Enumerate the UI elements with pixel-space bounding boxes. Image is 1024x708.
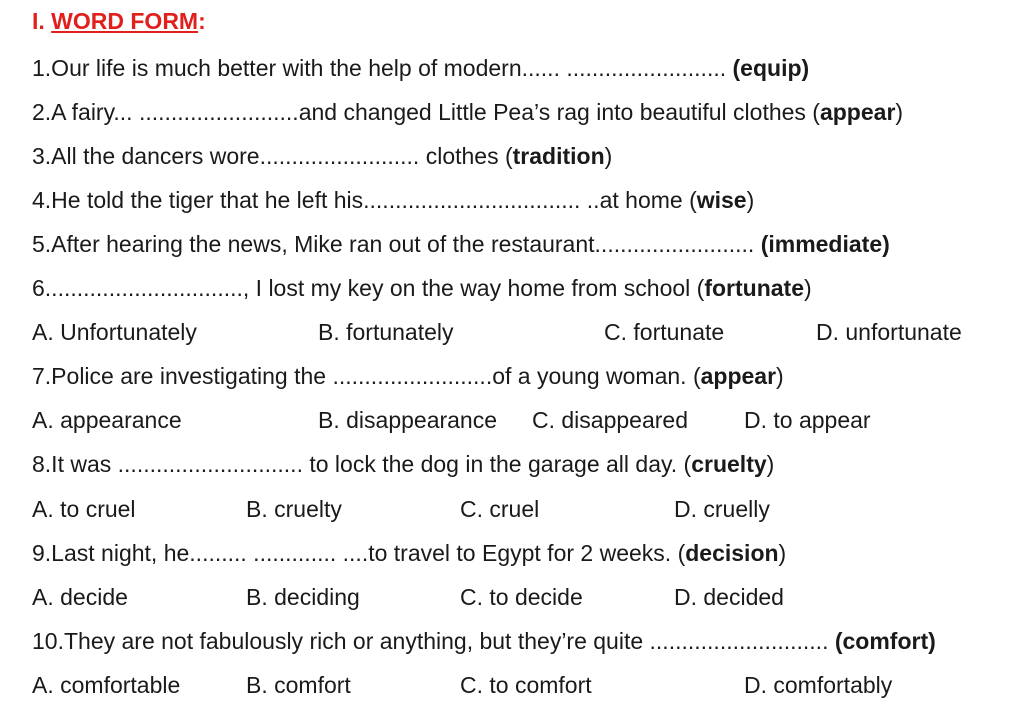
question-6 <box>32 273 812 303</box>
section-title-label: WORD FORM <box>51 8 199 34</box>
question-text-end: ) <box>895 99 904 125</box>
question-keyword: (equip) <box>732 55 810 81</box>
option-a[interactable]: A. to cruel <box>32 496 136 522</box>
option-b[interactable]: B. fortunately <box>318 319 454 345</box>
option-b[interactable]: B. disappearance <box>318 407 498 433</box>
section-title <box>32 6 206 36</box>
question-3 <box>32 141 612 171</box>
option-c[interactable]: C. to decide <box>460 584 583 610</box>
question-text: 6..............................., I lost my key on the way home from school ( <box>32 275 705 301</box>
question-text-end: ) <box>776 363 784 389</box>
option-d[interactable]: D. unfortunate <box>816 319 962 345</box>
question-keyword: fortunate <box>704 275 805 301</box>
question-keyword: cruelty <box>691 451 767 477</box>
option-b[interactable]: B. deciding <box>246 584 360 610</box>
option-d[interactable]: D. decided <box>674 584 784 610</box>
question-7 <box>32 361 784 391</box>
option-b[interactable]: B. cruelty <box>246 496 342 522</box>
question-text: 9.Last night, he......... ............. ....to travel to Egypt for 2 weeks. ( <box>32 540 686 566</box>
question-text-end: ) <box>778 540 787 566</box>
question-keyword: (comfort) <box>834 628 936 654</box>
question-5 <box>32 229 890 259</box>
option-d[interactable]: D. cruelly <box>674 496 770 522</box>
question-keyword: appear <box>700 363 777 389</box>
question-keyword: appear <box>819 99 896 125</box>
option-c[interactable]: C. disappeared <box>532 407 688 433</box>
question-4 <box>32 185 754 215</box>
question-text: 8.It was ............................. to lock the dog in the garage all day. ( <box>32 451 692 477</box>
question-text-end: ) <box>804 275 812 301</box>
option-a[interactable]: A. comfortable <box>32 672 181 698</box>
question-text: 10.They are not fabulously rich or anything, but they’re quite ............................ <box>32 628 835 654</box>
question-keyword: tradition <box>512 143 605 169</box>
question-text: 5.After hearing the news, Mike ran out of the restaurant......................... <box>32 231 761 257</box>
question-keyword: decision <box>685 540 779 566</box>
question-text: 3.All the dancers wore......................... clothes ( <box>32 143 513 169</box>
question-10 <box>32 626 936 656</box>
question-2 <box>32 97 903 127</box>
option-c[interactable]: C. to comfort <box>460 672 592 698</box>
option-d[interactable]: D. to appear <box>744 407 871 433</box>
option-a[interactable]: A. appearance <box>32 407 182 433</box>
section-title-suffix: : <box>198 8 206 34</box>
option-c[interactable]: C. cruel <box>460 496 540 522</box>
option-b[interactable]: B. comfort <box>246 672 351 698</box>
question-text: 1.Our life is much better with the help of modern...... ......................... <box>32 55 733 81</box>
question-text-end: ) <box>604 143 613 169</box>
question-9 <box>32 538 786 568</box>
question-keyword: (immediate) <box>760 231 890 257</box>
option-d[interactable]: D. comfortably <box>744 672 893 698</box>
question-text-end: ) <box>746 187 755 213</box>
question-text: 4.He told the tiger that he left his.................................. ..at home ( <box>32 187 697 213</box>
option-c[interactable]: C. fortunate <box>604 319 725 345</box>
option-a[interactable]: A. Unfortunately <box>32 319 197 345</box>
question-1 <box>32 53 809 83</box>
question-text: 7.Police are investigating the .........................of a young woman. ( <box>32 363 701 389</box>
question-text-end: ) <box>766 451 775 477</box>
question-8 <box>32 449 774 479</box>
section-title-prefix: I. <box>32 8 52 34</box>
question-text: 2.A fairy... .........................and changed Little Pea’s rag into beautiful clothes ( <box>32 99 820 125</box>
question-keyword: wise <box>696 187 747 213</box>
option-a[interactable]: A. decide <box>32 584 128 610</box>
